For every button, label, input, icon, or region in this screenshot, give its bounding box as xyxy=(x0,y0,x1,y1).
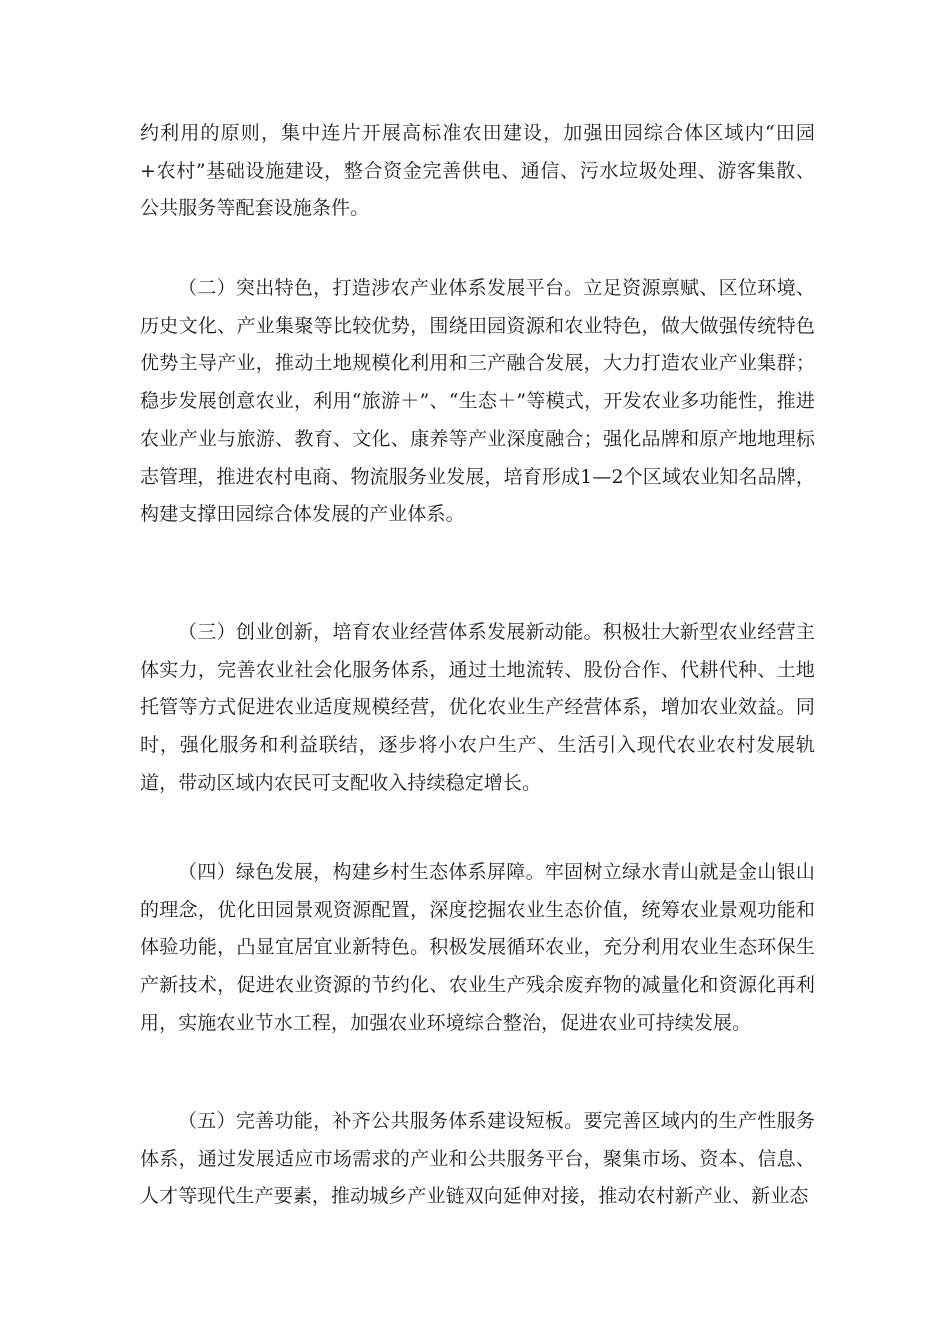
paragraph-continuation: 约利用的原则，集中连片开展高标准农田建设，加强田园综合体区域内“田园+农村”基础设施建设，整合资金完善供电、通信、污水垃圾处理、游客集散、公共服务等配套设施条件。 xyxy=(140,122,815,220)
paragraph-section-4: （四）绿色发展，构建乡村生态体系屏障。牢固树立绿水青山就是金山银山的理念，优化田园景观资源配置，深度挖掘农业生态价值，统筹农业景观功能和体验功能，凸显宜居宜业新特色。积极发展循环农业，充分利用农业生态环保生产新技术，促进农业资源的节约化、农业生产残余废弃物的减量化和资源化再利用，实施农业节水工程，加强农业环境综合整治，促进农业可持续发展。 xyxy=(140,861,815,1034)
paragraph-section-3: （三）创业创新，培育农业经营体系发展新动能。积极壮大新型农业经营主体实力，完善农业社会化服务体系，通过土地流转、股份合作、代耕代种、土地托管等方式促进农业适度规模经营，优化农业生产经营体系，增加农业效益。同时，强化服务和利益联结，逐步将小农户生产、生活引入现代农业农村发展轨道，带动区域内农民可支配收入持续稳定增长。 xyxy=(140,621,815,794)
paragraph-section-5: （五）完善功能，补齐公共服务体系建设短板。要完善区域内的生产性服务体系，通过发展适应市场需求的产业和公共服务平台，聚集市场、资本、信息、人才等现代生产要素，推动城乡产业链双向延伸对接，推动农村新产业、新业态 xyxy=(140,1110,815,1208)
paragraph-section-2: （二）突出特色，打造涉农产业体系发展平台。立足资源禀赋、区位环境、历史文化、产业集聚等比较优势，围绕田园资源和农业特色，做大做强传统特色优势主导产业，推动土地规模化利用和三产融合发展，大力打造农业产业集群；稳步发展创意农业，利用“旅游＋”、“生态＋”等模式，开发农业多功能性，推进农业产业与旅游、教育、文化、康养等产业深度融合；强化品牌和原产地地理标志管理，推进农村电商、物流服务业发展，培育形成1—2个区域农业知名品牌，构建支撑田园综合体发展的产业体系。 xyxy=(140,277,815,526)
